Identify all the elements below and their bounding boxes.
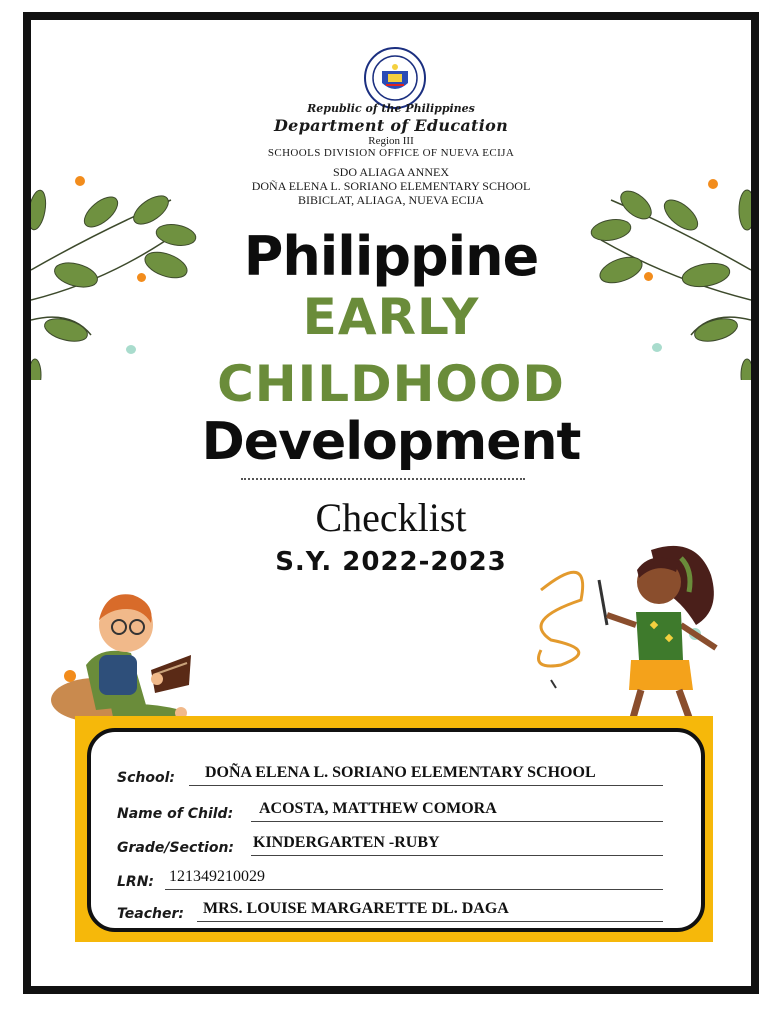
school-label: School: xyxy=(117,770,175,786)
girl-ribbon-illustration-icon xyxy=(511,530,731,730)
grade-label: Grade/Section: xyxy=(117,840,235,856)
lrn-label: LRN: xyxy=(117,874,155,890)
dotted-divider xyxy=(241,478,525,480)
school-header-text: DOÑA ELENA L. SORIANO ELEMENTARY SCHOOL xyxy=(251,179,531,193)
lrn-value: 121349210029 xyxy=(169,868,265,885)
grade-value: KINDERGARTEN -RUBY xyxy=(253,834,440,851)
child-underline xyxy=(251,821,663,822)
annex-text: SDO ALIAGA ANNEX xyxy=(332,165,449,179)
title-line-2: EARLY xyxy=(302,288,480,346)
child-value: ACOSTA, MATTHEW COMORA xyxy=(259,800,497,817)
title-line-4: Development xyxy=(201,412,581,472)
lrn-row xyxy=(117,864,663,892)
school-row xyxy=(117,760,663,788)
region-text: Region III xyxy=(368,135,414,147)
school-year: S.Y. 2022-2023 xyxy=(275,547,507,577)
teacher-underline xyxy=(197,921,663,922)
grade-row xyxy=(117,830,663,858)
child-label: Name of Child: xyxy=(117,806,234,822)
address-text: BIBICLAT, ALIAGA, NUEVA ECIJA xyxy=(298,193,484,207)
department-name: Department of Education xyxy=(273,116,509,135)
subtitle: Checklist xyxy=(315,495,467,540)
document-page xyxy=(23,12,759,994)
teacher-row xyxy=(117,896,663,924)
grade-underline xyxy=(251,855,663,856)
child-row xyxy=(117,796,663,824)
title-line-3: CHILDHOOD xyxy=(217,355,565,413)
boy-reading-illustration-icon xyxy=(51,575,201,725)
school-underline xyxy=(189,785,663,786)
division-text: SCHOOLS DIVISION OFFICE OF NUEVA ECIJA xyxy=(267,147,515,159)
lrn-underline xyxy=(165,889,663,890)
title-line-1: Philippine xyxy=(243,225,539,288)
school-value: DOÑA ELENA L. SORIANO ELEMENTARY SCHOOL xyxy=(205,764,596,781)
teacher-label: Teacher: xyxy=(117,906,184,922)
teacher-value: MRS. LOUISE MARGARETTE DL. DAGA xyxy=(203,900,509,917)
deped-seal-icon xyxy=(364,47,426,109)
republic-text: Republic of the Philippines xyxy=(307,102,475,115)
info-card xyxy=(87,728,705,932)
